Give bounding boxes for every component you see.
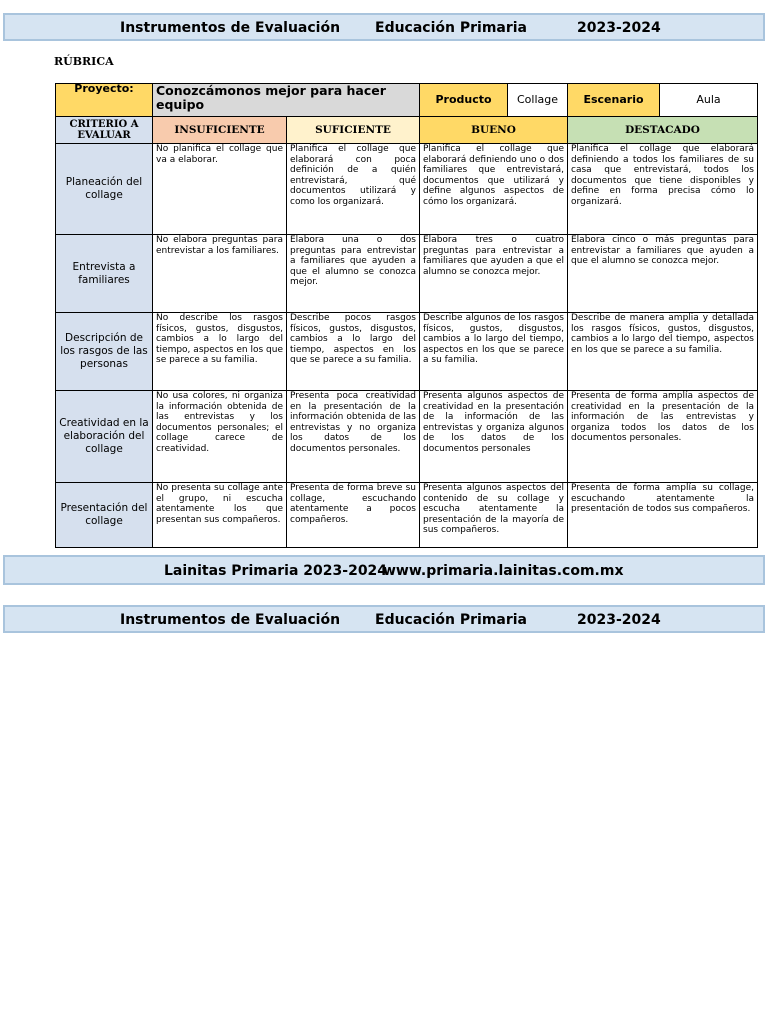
header-banner-next-page <box>3 605 765 633</box>
header-year: 2023-2024 <box>577 20 661 36</box>
descriptor-cell: Presenta poca creatividad en la presentación de la información obtenida de las entrevistas y no organiza los datos de los documentos personales. <box>287 391 420 483</box>
product-value: Collage <box>516 92 558 106</box>
project-title: Conozcámonos mejor para hacer equipo <box>153 84 420 117</box>
product-group <box>420 84 568 117</box>
project-label: Proyecto: <box>56 84 153 117</box>
footer-banner <box>3 555 765 585</box>
descriptor-cell: Presenta de forma amplía su collage, escuchando atentamente la presentación de todos sus compañeros. <box>568 483 758 548</box>
header-level-next: Educación Primaria <box>375 612 528 628</box>
header-banner <box>3 13 765 41</box>
descriptor-cell: Describe de manera amplia y detallada los rasgos físicos, gustos, disgustos, cambios a lo largo del tiempo, aspectos en los que se parece a su familia. <box>568 313 758 391</box>
descriptor-cell: No usa colores, ni organiza la información obtenida de las entrevistas y los documentos personales; el collage carece de creatividad. <box>153 391 287 483</box>
header-title: Instrumentos de Evaluación <box>120 20 341 36</box>
project-row <box>56 84 758 117</box>
criterion-header: CRITERIO A EVALUAR <box>56 117 153 144</box>
criterion-cell: Presentación del collage <box>56 483 153 548</box>
descriptor-cell: Presenta algunos aspectos del contenido de su collage y escucha atentamente la presentación de la mayoría de sus compañeros. <box>420 483 568 548</box>
descriptor-cell: Elabora una o dos preguntas para entrevistar a familiares que ayuden a que el alumno se conozca mejor. <box>287 235 420 313</box>
descriptor-cell: Presenta de forma breve su collage, escuchando atentamente a pocos compañeros. <box>287 483 420 548</box>
setting-value: Aula <box>696 92 721 106</box>
rubric-label: RÚBRICA <box>54 55 114 68</box>
descriptor-cell: Planifica el collage que elaborará con poca definición de a quién entrevistará, qué documentos utilizará y como los organizará. <box>287 144 420 235</box>
descriptor-cell: Elabora tres o cuatro preguntas para entrevistar a familiares que ayuden a que el alumno se conozca mejor. <box>420 235 568 313</box>
criterion-cell: Creatividad en la elaboración del collage <box>56 391 153 483</box>
criterion-cell: Entrevista a familiares <box>56 235 153 313</box>
descriptor-cell: Presenta de forma amplía aspectos de creatividad en la presentación de la información de las entrevistas y organiza todos los datos de los documentos personales. <box>568 391 758 483</box>
table-row <box>56 313 758 391</box>
descriptor-cell: Presenta algunos aspectos de creatividad en la presentación de la información de las entrevistas y organiza algunos de los datos de los documentos personales <box>420 391 568 483</box>
table-row <box>56 391 758 483</box>
descriptor-cell: Planifica el collage que elaborará definiendo uno o dos familiares que entrevistará, documentos que utilizará y define algunos aspectos de cómo los organizará. <box>420 144 568 235</box>
descriptor-cell: Elabora cinco o más preguntas para entrevistar a familiares que ayuden a que el alumno se conozca mejor. <box>568 235 758 313</box>
setting-group <box>568 84 758 117</box>
descriptor-cell: No planifica el collage que va a elaborar. <box>153 144 287 235</box>
footer-text: Lainitas Primaria 2023-2024 <box>164 563 388 579</box>
descriptor-cell: No presenta su collage ante el grupo, ni escucha atentamente los que presentan sus compañeros. <box>153 483 287 548</box>
header-title-next: Instrumentos de Evaluación <box>120 612 341 628</box>
descriptor-cell: No describe los rasgos físicos, gustos, disgustos, cambios a lo largo del tiempo, aspectos en los que se parece a su familia. <box>153 313 287 391</box>
product-label: Producto <box>420 84 508 116</box>
rubric-table <box>55 83 758 548</box>
criterion-cell: Planeación del collage <box>56 144 153 235</box>
level-destacado: DESTACADO <box>568 117 758 144</box>
criterion-cell: Descripción de los rasgos de las personas <box>56 313 153 391</box>
levels-row <box>56 117 758 144</box>
table-row <box>56 235 758 313</box>
descriptor-cell: Describe pocos rasgos físicos, gustos, disgustos, cambios a lo largo del tiempo, aspectos en los que se parece a su familia. <box>287 313 420 391</box>
footer-url: www.primaria.lainitas.com.mx <box>383 563 624 579</box>
table-row <box>56 144 758 235</box>
descriptor-cell: Describe algunos de los rasgos físicos, gustos, disgustos, cambios a lo largo del tiempo, aspectos en los que se parece a su familia. <box>420 313 568 391</box>
descriptor-cell: Planifica el collage que elaborará definiendo a todos los familiares de su casa que entrevistará, todos los documentos que tiene disponibles y define en forma precisa cómo lo organizará. <box>568 144 758 235</box>
descriptor-cell: No elabora preguntas para entrevistar a los familiares. <box>153 235 287 313</box>
level-insuficiente: INSUFICIENTE <box>153 117 287 144</box>
level-suficiente: SUFICIENTE <box>287 117 420 144</box>
level-bueno: BUENO <box>420 117 568 144</box>
header-level: Educación Primaria <box>375 20 528 36</box>
setting-label: Escenario <box>568 84 660 116</box>
header-year-next: 2023-2024 <box>577 612 661 628</box>
table-row <box>56 483 758 548</box>
